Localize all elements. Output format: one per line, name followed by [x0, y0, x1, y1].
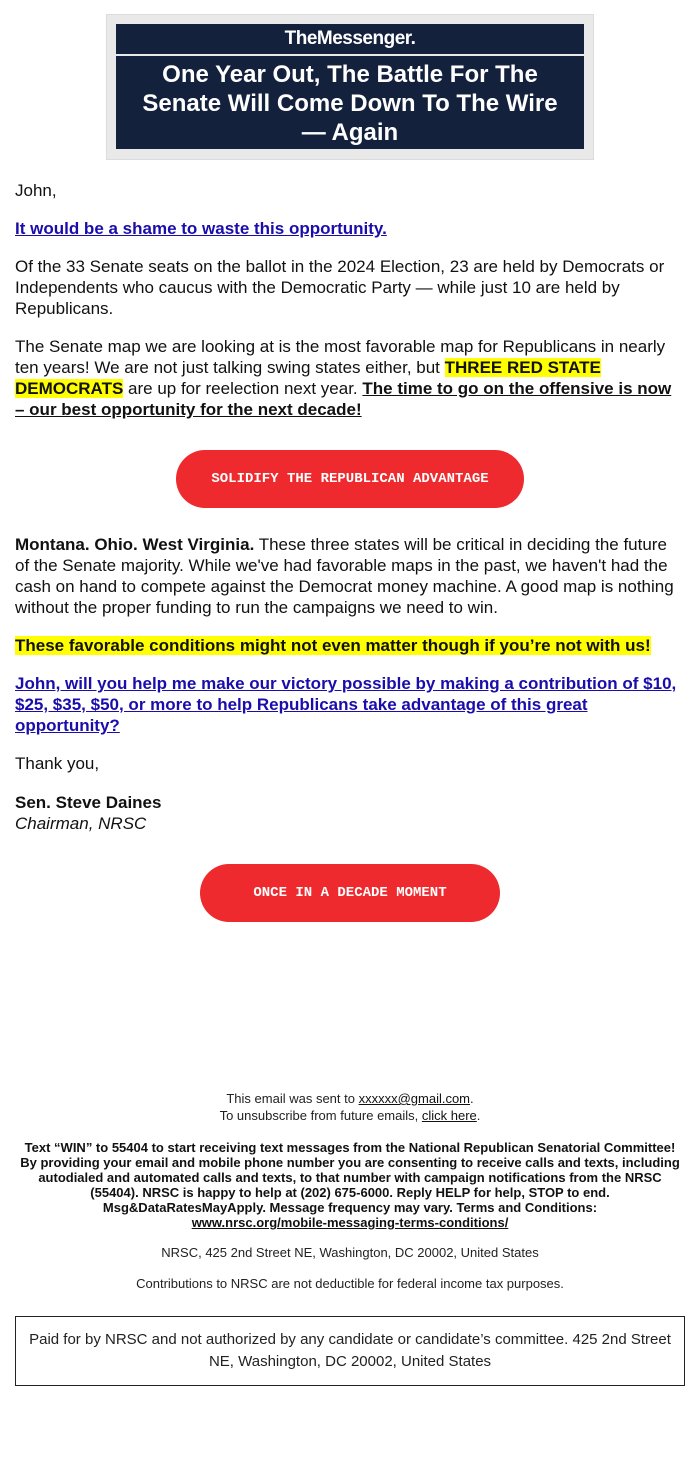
contribution-link[interactable]: John, will you help me make our victory possible by making a contribution of $10, $25, $35, $50, or more to help Republicans take advantage of this great opportunity? — [15, 674, 677, 735]
sms-legal-text — [18, 1140, 682, 1230]
reelection-text: are up for reelection next year. — [123, 379, 363, 398]
signature-name: Sen. Steve Daines — [15, 793, 162, 812]
sms-legal-body: Text “WIN” to 55404 to start receiving text messages from the National Republican Senatorial Committee! By providing your email and mobile phone number you are consenting to receive calls and texts, including autodialed and automated calls and texts, to that number with campaign notifications from the NRSC (55404). NRSC is happy to help at (202) 675-6000. Reply HELP for help, STOP to end. Msg&DataRatesMayApply. Message frequency may vary. Terms and Conditions: — [20, 1140, 680, 1215]
red-state-highlight: THREE RED STATE DEMOCRATS — [15, 358, 601, 398]
opportunity-link[interactable]: It would be a shame to waste this opportunity. — [15, 219, 387, 238]
states-bold: Montana. Ohio. West Virginia. — [15, 535, 255, 554]
thanks: Thank you, — [15, 754, 100, 773]
offensive-now-text: The time to go on the offensive is now – our best opportunity for the next decade! — [15, 379, 672, 419]
senate-seats-paragraph: Of the 33 Senate seats on the ballot in the 2024 Election, 23 are held by Democrats or Independents who caucus with the Democratic Party — while just 10 are held by Republicans. — [15, 257, 665, 318]
email-body — [0, 180, 700, 922]
senate-map-paragraph — [15, 336, 685, 420]
unsubscribe-line — [18, 1107, 682, 1124]
terms-link[interactable]: www.nrsc.org/mobile-messaging-terms-conditions/ — [191, 1215, 509, 1230]
paid-for-box: Paid for by NRSC and not authorized by any candidate or candidate’s committee. 425 2nd Street NE, Washington, DC 20002, United States — [15, 1316, 685, 1386]
conditions-highlight: These favorable conditions might not even matter though if you’re not with us! — [15, 636, 651, 655]
cta-row-2 — [15, 834, 685, 922]
mailing-address: NRSC, 425 2nd Street NE, Washington, DC 20002, United States — [161, 1245, 539, 1260]
footer — [0, 1090, 700, 1292]
unsubscribe-link[interactable]: click here — [421, 1108, 477, 1123]
solidify-advantage-button[interactable]: SOLIDIFY THE REPUBLICAN ADVANTAGE — [176, 450, 524, 508]
header-headline: One Year Out, The Battle For The Senate Will Come Down To The Wire — Again — [142, 61, 558, 146]
unsubscribe-label: To unsubscribe from future emails, — [219, 1108, 422, 1123]
conditions-highlight-paragraph — [15, 635, 685, 656]
signature-title: Chairman, NRSC — [15, 814, 147, 833]
tax-disclaimer: Contributions to NRSC are not deductible for federal income tax purposes. — [136, 1276, 564, 1291]
header-banner — [0, 0, 700, 160]
unsubscribe-period: . — [476, 1108, 481, 1123]
states-text: These three states will be critical in deciding the future of the Senate majority. While we've had favorable maps in the past, we haven't had the cash on hand to compete against the Democrat money machine. A good map is nothing without the proper funding to run the campaigns we need to win. — [15, 535, 674, 617]
sent-to-period: . — [470, 1091, 474, 1106]
opportunity-link-paragraph — [15, 218, 685, 239]
contribution-link-paragraph — [15, 673, 685, 736]
sent-to-line — [18, 1090, 682, 1107]
header-image[interactable] — [106, 14, 594, 160]
brand-logo: TheMessenger. — [116, 24, 584, 56]
cta-row-1 — [15, 420, 685, 508]
sent-to-label: This email was sent to — [226, 1091, 359, 1106]
senate-map-text: The Senate map we are looking at is the most favorable map for Republicans in nearly ten years! We are not just talking swing states either, but — [15, 337, 666, 377]
recipient-email-link[interactable]: xxxxxx@gmail.com — [358, 1091, 471, 1106]
greeting: John, — [15, 181, 57, 200]
states-paragraph — [15, 534, 685, 618]
header-inner — [116, 24, 584, 149]
decade-moment-button[interactable]: ONCE IN A DECADE MOMENT — [200, 864, 500, 922]
